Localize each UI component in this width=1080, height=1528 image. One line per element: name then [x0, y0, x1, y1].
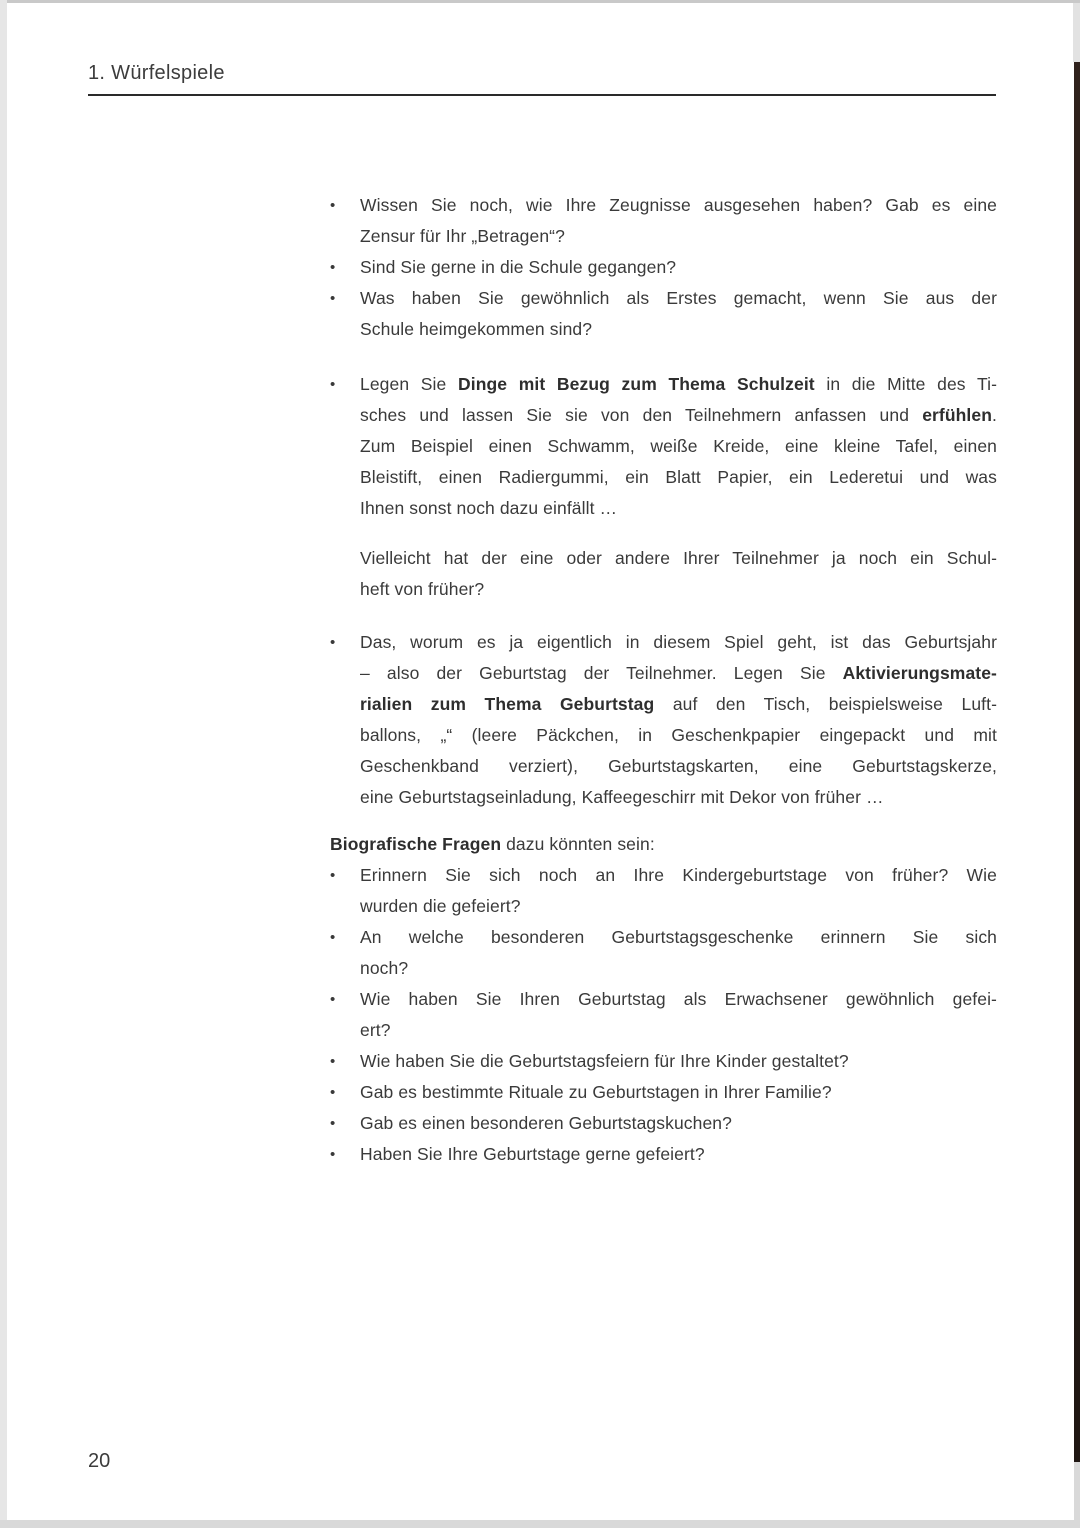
text-line — [360, 1108, 997, 1139]
text-segment: Das, worum es ja eigentlich in diesem Spiel geht, ist das Geburtsjahr — [360, 632, 997, 652]
bullet-icon: • — [330, 197, 336, 214]
text-segment: Sind Sie gerne in die Schule gegangen? — [360, 257, 677, 277]
text-line — [360, 462, 997, 493]
list-item-text — [360, 1077, 997, 1108]
header-rule — [88, 94, 996, 96]
text-segment: ert? — [360, 1020, 391, 1040]
text-line — [360, 493, 997, 524]
text-segment: – also der Geburtstag der Teilnehmer. Legen Sie — [360, 663, 843, 683]
list-item-text — [360, 190, 997, 252]
text-line — [360, 1077, 997, 1108]
content — [330, 190, 997, 1170]
bullet-icon: • — [330, 867, 336, 884]
page-edge-top — [0, 0, 1080, 3]
list-item-text — [360, 1139, 997, 1170]
text-line — [360, 751, 997, 782]
list-item-text — [360, 1108, 997, 1139]
list-item-text — [360, 860, 997, 922]
page-edge-left — [0, 0, 7, 1528]
running-header: 1. Würfelspiele — [88, 62, 225, 84]
text-line — [360, 190, 997, 221]
text-segment: An welche besonderen Geburtstagsgeschenke erinnern Sie sich — [360, 927, 997, 947]
bullet-icon: • — [330, 376, 336, 393]
list-item-text — [360, 369, 997, 524]
text-segment: Gab es einen besonderen Geburtstagskuchen? — [360, 1113, 732, 1133]
text-segment: Dinge mit Bezug zum Thema Schulzeit — [458, 374, 815, 394]
text-segment: auf den Tisch, beispielsweise Luft- — [654, 694, 998, 714]
bullet-icon: • — [330, 1146, 336, 1163]
text-segment: dazu könnten sein: — [501, 834, 655, 854]
section-school-questions — [330, 190, 997, 345]
list-item — [330, 1139, 997, 1170]
text-segment: Erinnern Sie sich noch an Ihre Kindergeburtstage von früher? Wie — [360, 865, 997, 885]
section-bio-heading — [330, 829, 997, 860]
list-item-text — [360, 984, 997, 1046]
text-segment: Was haben Sie gewöhnlich als Erstes gemacht, wenn Sie aus der — [360, 288, 997, 308]
text-segment: Schule heimgekommen sind? — [360, 319, 593, 339]
text-line — [360, 431, 997, 462]
text-line — [360, 720, 997, 751]
text-segment: eine Geburtstagseinladung, Kaffeegeschirr mit Dekor von früher … — [360, 787, 884, 807]
list-item — [330, 860, 997, 922]
text-line — [360, 543, 997, 574]
text-segment: ballons, „“ (leere Päckchen, in Geschenkpapier eingepackt und mit — [360, 725, 997, 745]
text-line — [360, 689, 997, 720]
section-birthday-intro — [330, 627, 997, 813]
text-segment: erfühlen — [922, 405, 993, 425]
text-line — [360, 627, 997, 658]
list-item — [330, 1046, 997, 1077]
text-segment: Wissen Sie noch, wie Ihre Zeugnisse ausgesehen haben? Gab es eine — [360, 195, 997, 215]
text-segment: heft von früher? — [360, 579, 485, 599]
text-line — [360, 1046, 997, 1077]
text-line — [360, 1139, 997, 1170]
list-item-text — [360, 1046, 997, 1077]
list-item — [330, 1108, 997, 1139]
text-segment: wurden die gefeiert? — [360, 896, 521, 916]
text-line — [360, 314, 997, 345]
bullet-icon: • — [330, 1115, 336, 1132]
list-item-text — [360, 283, 997, 345]
text-segment: Geschenkband verziert), Geburtstagskarten, eine Geburtstagskerze, — [360, 756, 997, 776]
list-item — [330, 190, 997, 252]
text-segment: Legen Sie — [360, 374, 459, 394]
list-item — [330, 922, 997, 984]
text-segment: Vielleicht hat der eine oder andere Ihrer Teilnehmer ja noch ein Schul- — [360, 548, 997, 568]
list-item-text — [360, 922, 997, 984]
bullet-icon: • — [330, 1084, 336, 1101]
bullet-icon: • — [330, 1053, 336, 1070]
list-item — [330, 369, 997, 524]
text-segment: Gab es bestimmte Rituale zu Geburtstagen in Ihrer Familie? — [360, 1082, 832, 1102]
text-segment: Biografische Fragen — [330, 834, 502, 854]
text-segment: sches und lassen Sie sie von den Teilnehmern anfassen und — [360, 405, 923, 425]
page-number: 20 — [88, 1450, 111, 1472]
page-edge-right-binding — [1074, 62, 1080, 1462]
section-bio-questions — [330, 860, 997, 1170]
list-item — [330, 984, 997, 1046]
text-segment: in die Mitte des Ti- — [814, 374, 998, 394]
list-item — [330, 627, 997, 813]
text-line — [360, 1015, 997, 1046]
page-edge-right-top — [1073, 3, 1080, 62]
text-segment: Aktivierungsmate- — [842, 663, 997, 683]
list-item — [330, 252, 997, 283]
text-line — [360, 221, 997, 252]
text-line — [360, 953, 997, 984]
text-line — [360, 658, 997, 689]
text-segment: noch? — [360, 958, 409, 978]
page-edge-bottom — [0, 1520, 1080, 1528]
bullet-icon: • — [330, 929, 336, 946]
bullet-icon: • — [330, 634, 336, 651]
text-line — [360, 369, 997, 400]
list-item — [330, 1077, 997, 1108]
text-segment: Wie haben Sie die Geburtstagsfeiern für Ihre Kinder gestaltet? — [360, 1051, 849, 1071]
text-line — [360, 984, 997, 1015]
text-segment: Zensur für Ihr „Betragen“? — [360, 226, 565, 246]
text-line — [360, 252, 997, 283]
text-line — [330, 829, 997, 860]
bullet-icon: • — [330, 259, 336, 276]
list-item-text — [360, 627, 997, 813]
text-segment: Bleistift, einen Radiergummi, ein Blatt Papier, ein Lederetui und was — [360, 467, 997, 487]
bullet-icon: • — [330, 290, 336, 307]
text-segment: Haben Sie Ihre Geburtstage gerne gefeiert? — [360, 1144, 705, 1164]
list-item — [330, 283, 997, 345]
bullet-icon: • — [330, 991, 336, 1008]
text-line — [360, 922, 997, 953]
text-line — [360, 283, 997, 314]
text-line — [360, 860, 997, 891]
text-line — [360, 782, 997, 813]
list-item-text — [360, 252, 997, 283]
text-segment: . — [992, 405, 997, 425]
text-segment: Ihnen sonst noch dazu einfällt … — [360, 498, 618, 518]
text-segment: Zum Beispiel einen Schwamm, weiße Kreide, eine kleine Tafel, einen — [360, 436, 997, 456]
text-line — [360, 574, 997, 605]
section-school-followup — [330, 543, 997, 605]
page-edge-right-bottom — [1074, 1462, 1080, 1528]
text-line — [360, 891, 997, 922]
text-line — [360, 400, 997, 431]
text-segment: Wie haben Sie Ihren Geburtstag als Erwachsener gewöhnlich gefei- — [360, 989, 997, 1009]
section-school-objects — [330, 369, 997, 524]
text-segment: rialien zum Thema Geburtstag — [360, 694, 655, 714]
